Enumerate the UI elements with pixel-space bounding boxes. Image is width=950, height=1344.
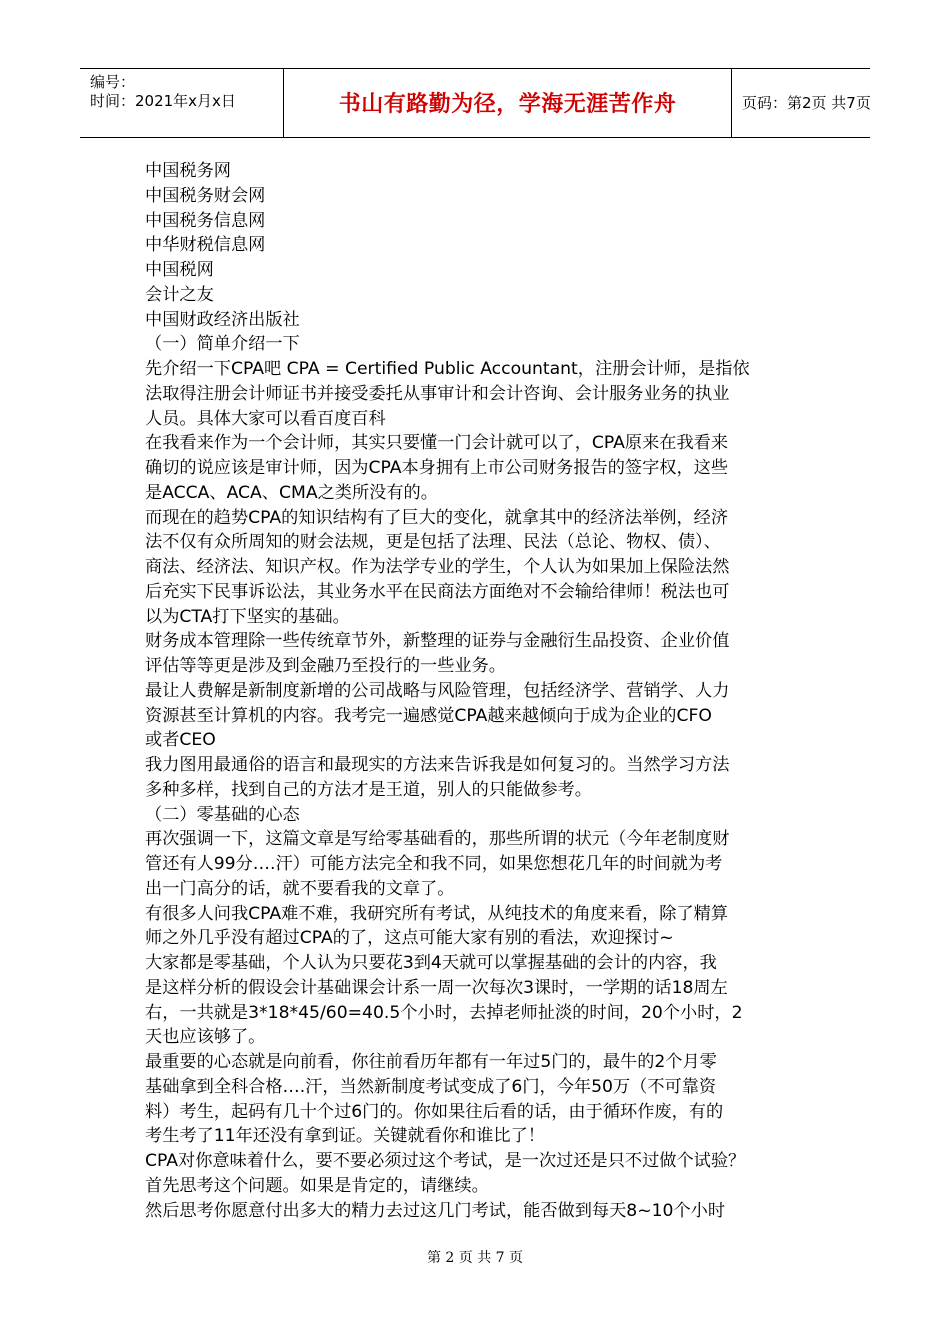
- body-text-line: （一）简单介绍一下: [145, 334, 300, 355]
- document-body: [145, 159, 817, 1223]
- body-text-line: 管还有人99分….汗）可能方法完全和我不同，如果您想花几年的时间就为考: [145, 854, 723, 874]
- page-footer: 第 2 页 共 7 页: [426, 1250, 524, 1266]
- header-meta: [80, 69, 284, 137]
- body-text-line: 中国税务财会网: [145, 185, 266, 206]
- body-text-line: 财务成本管理除一些传统章节外，新整理的证券与金融衍生品投资、企业价值: [145, 631, 730, 652]
- body-text-line: 右，一共就是3*18*45/60=40.5个小时，去掉老师扯淡的时间，20个小时，2: [145, 1002, 743, 1023]
- body-text-line: 资源甚至计算机的内容。我考完一遍感觉CPA越来越倾向于成为企业的CFO: [145, 705, 712, 726]
- body-text-line: 而现在的趋势CPA的知识结构有了巨大的变化，就拿其中的经济法举例，经济: [145, 507, 729, 528]
- body-text-line: 人员。具体大家可以看百度百科: [145, 408, 386, 429]
- body-text-line: 我力图用最通俗的语言和最现实的方法来告诉我是如何复习的。当然学习方法: [145, 755, 730, 775]
- body-text-line: CPA对你意味着什么，要不要必须过这个考试，是一次过还是只不过做个试验？: [145, 1151, 746, 1171]
- body-text-line: 在我看来作为一个会计师，其实只要懂一门会计就可以了，CPA原来在我看来: [145, 433, 729, 454]
- body-text-line: 或者CEO: [145, 730, 216, 751]
- body-text-line: 商法、经济法、知识产权。作为法学专业的学生，个人认为如果加上保险法然: [145, 557, 730, 577]
- body-text-line: 再次强调一下，这篇文章是写给零基础看的，那些所谓的状元（今年老制度财: [145, 829, 730, 850]
- header-motto-cell: [284, 69, 732, 137]
- body-text-line: 先介绍一下CPA吧 CPA = Certified Public Accountant，注册会计师，是指依: [145, 359, 750, 379]
- body-text-line: 后充实下民事诉讼法，其业务水平在民商法方面绝对不会输给律师！税法也可: [145, 581, 730, 602]
- body-text-line: 最让人费解是新制度新增的公司战略与风险管理，包括经济学、营销学、人力: [145, 680, 730, 701]
- body-text-line: 中国税务网: [145, 161, 231, 181]
- time-label: 时间：2021年x月x日: [90, 92, 236, 110]
- body-text-line: 有很多人问我CPA难不难，我研究所有考试，从纯技术的角度来看，除了精算: [145, 903, 729, 924]
- body-text-line: 然后思考你愿意付出多大的精力去过这几门考试，能否做到每天8~10个小时: [145, 1200, 726, 1221]
- body-text-line: 中国税务信息网: [145, 210, 266, 231]
- body-text-line: 中国财政经济出版社: [145, 309, 300, 330]
- body-text-line: 会计之友: [145, 284, 214, 305]
- body-text-line: （二）零基础的心态: [145, 804, 300, 825]
- body-text-line: 最重要的心态就是向前看，你往前看历年都有一年过5门的，最牛的2个月零: [145, 1052, 717, 1072]
- serial-number-label: 编号：: [90, 73, 136, 91]
- body-text-line: 评估等等更是涉及到金融乃至投行的一些业务。: [145, 656, 506, 676]
- body-text-line: 天也应该够了。: [145, 1027, 266, 1048]
- body-text-line: 中国税网: [145, 260, 214, 280]
- body-text-line: 首先思考这个问题。如果是肯定的，请继续。: [145, 1175, 489, 1196]
- body-text-line: 出一门高分的话，就不要看我的文章了。: [145, 878, 455, 899]
- body-text-line: 师之外几乎没有超过CPA的了，这点可能大家有别的看法，欢迎探讨~: [145, 928, 674, 949]
- page-header: [80, 68, 870, 138]
- body-text-line: 是ACCA、ACA、CMA之类所没有的。: [145, 482, 438, 503]
- body-text-line: 中华财税信息网: [145, 235, 266, 256]
- body-text-line: 料）考生，起码有几十个过6门的。你如果往后看的话，由于循环作废，有的: [145, 1101, 724, 1122]
- body-text-line: 法取得注册会计师证书并接受委托从事审计和会计咨询、会计服务业务的执业: [145, 383, 730, 404]
- body-text-line: 以为CTA打下坚实的基础。: [145, 606, 350, 627]
- body-text-line: 法不仅有众所周知的财会法规，更是包括了法理、民法（总论、物权、债）、: [145, 532, 721, 553]
- body-text-line: 大家都是零基础，个人认为只要花3到4天就可以掌握基础的会计的内容，我: [145, 953, 717, 973]
- body-text-line: 考生考了11年还没有拿到证。关键就看你和谁比了！: [145, 1126, 545, 1147]
- header-page-cell: [732, 69, 870, 137]
- body-text-line: 多种多样，找到自己的方法才是王道，别人的只能做参考。: [145, 779, 592, 800]
- header-page-number: 页码：第2页 共7页: [742, 94, 871, 112]
- body-text-line: 确切的说应该是审计师，因为CPA本身拥有上市公司财务报告的签字权，这些: [145, 458, 729, 478]
- body-text-line: 是这样分析的假设会计基础课会计系一周一次每次3课时，一学期的话18周左: [145, 977, 728, 998]
- header-motto: 书山有路勤为径，学海无涯苦作舟: [338, 92, 677, 117]
- body-text-line: 基础拿到全科合格….汗，当然新制度考试变成了6门，今年50万（不可靠资: [145, 1076, 717, 1097]
